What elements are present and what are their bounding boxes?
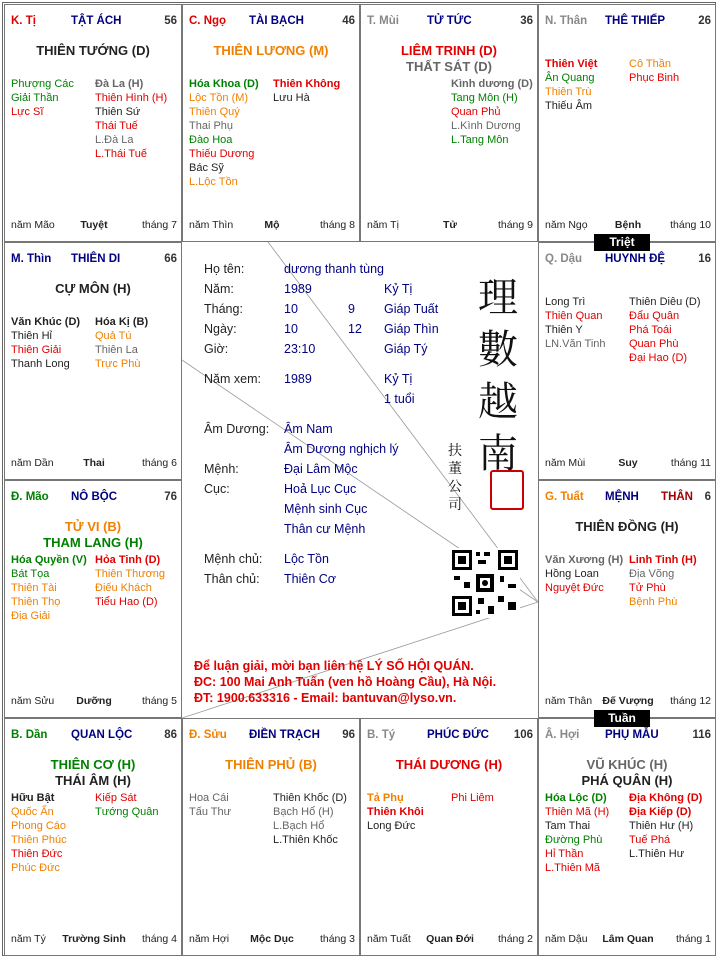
- minor-star: Linh Tinh (H): [629, 554, 697, 566]
- footer-month: tháng 12: [670, 695, 711, 707]
- cuc-label: Cục:: [204, 482, 230, 496]
- footer-year: năm Dần: [11, 457, 54, 469]
- minor-star: Đào Hoa: [189, 134, 233, 146]
- minor-star: Quan Phủ: [451, 106, 501, 118]
- minor-star: L.Kình Dương: [451, 120, 521, 132]
- minor-star: Thái Tuế: [95, 120, 138, 132]
- minor-star: L.Thái Tuế: [95, 148, 147, 160]
- palace-branch: G. Tuất: [545, 491, 584, 503]
- seal-logo: 理數越南: [478, 275, 518, 477]
- palace-name: HUYNH ĐỆ: [605, 253, 666, 265]
- minor-stars-right: [451, 77, 533, 147]
- palace-header: [545, 729, 711, 743]
- palace-footer: [545, 933, 711, 947]
- footer-stage: Bệnh: [614, 219, 642, 231]
- minor-star: Thiên Thọ: [11, 596, 61, 608]
- palace-name: MỆNH: [605, 491, 639, 503]
- palace-cell-b-ty: [360, 718, 538, 956]
- palace-branch: K. Tị: [11, 15, 36, 27]
- minor-star: Kình dương (D): [451, 78, 533, 90]
- minor-star: Hóa Lộc (D): [545, 792, 607, 804]
- minor-star: Tam Thai: [545, 820, 591, 832]
- minor-stars-left: [11, 553, 87, 623]
- palace-footer: [189, 933, 355, 947]
- day-can: Giáp Thìn: [384, 322, 439, 336]
- footer-month: tháng 7: [141, 219, 177, 231]
- minor-star: Thiên Trù: [545, 86, 592, 98]
- month-lunar: 9: [348, 302, 355, 316]
- main-stars: [183, 757, 359, 773]
- than-marker: THÂN: [661, 491, 693, 503]
- day-lunar: 12: [348, 322, 362, 336]
- palace-footer: [11, 219, 177, 233]
- minor-star: Bát Tọa: [11, 568, 50, 580]
- minor-star: Tuế Phá: [629, 834, 671, 846]
- day-value: 10: [284, 322, 298, 336]
- minor-star: Cô Thần: [629, 58, 671, 70]
- palace-branch: N. Thân: [545, 15, 588, 27]
- palace-footer: [545, 695, 711, 709]
- minor-star: Quả Tú: [95, 330, 132, 342]
- palace-name: ĐIỀN TRẠCH: [249, 729, 320, 741]
- palace-number: 106: [513, 729, 533, 741]
- palace-cell-t-mui: [360, 4, 538, 242]
- footer-year: năm Ngọ: [545, 219, 588, 231]
- footer-stage: Suy: [618, 457, 638, 469]
- palace-branch: Đ. Mão: [11, 491, 49, 503]
- minor-stars-left: [545, 57, 597, 113]
- minor-star: Hóa Khoa (D): [189, 78, 259, 90]
- month-label: Tháng:: [204, 302, 243, 316]
- palace-number: 36: [520, 15, 533, 27]
- minor-star: Đà La (H): [95, 78, 144, 90]
- palace-cell-c-ngo: [182, 4, 360, 242]
- minor-star: Bác Sỹ: [189, 162, 224, 174]
- footer-year: năm Mão: [11, 219, 55, 231]
- minor-star: Thanh Long: [11, 358, 70, 370]
- main-star: THIÊN TƯỚNG (D): [36, 43, 150, 58]
- minor-star: Kiếp Sát: [95, 792, 137, 804]
- palace-header: [11, 15, 177, 29]
- minor-star: Đường Phù: [545, 834, 603, 846]
- am-duong-value: Âm Nam: [284, 422, 333, 436]
- footer-month: tháng 2: [497, 933, 533, 945]
- palace-number: 46: [342, 15, 355, 27]
- minor-star: Thiên Phúc: [11, 834, 67, 846]
- minor-star: Hữu Bật: [11, 792, 55, 804]
- main-stars: [539, 757, 715, 789]
- minor-star: Thiên La: [95, 344, 138, 356]
- footer-stage: Tử: [442, 219, 458, 231]
- cuc-note-2: Thân cư Mệnh: [284, 522, 366, 536]
- palace-name: QUAN LỘC: [71, 729, 133, 741]
- palace-footer: [367, 933, 533, 947]
- palace-footer: [189, 219, 355, 233]
- footer-stage: Lâm Quan: [602, 933, 654, 945]
- minor-star: Đại Hao (D): [629, 352, 688, 364]
- palace-cell-q-dau: [538, 242, 716, 480]
- minor-star: Thiên Quý: [189, 106, 240, 118]
- minor-star: Thiên Quan: [545, 310, 603, 322]
- main-stars: [183, 43, 359, 59]
- minor-star: Thiên Hỉ: [11, 330, 52, 342]
- minor-star: Thiên Đức: [11, 848, 63, 860]
- minor-stars-right: [95, 315, 148, 371]
- minor-star: Hoa Cái: [189, 792, 229, 804]
- main-stars: [5, 281, 181, 297]
- palace-footer: [367, 219, 533, 233]
- palace-cell-g-tuat: [538, 480, 716, 718]
- palace-branch: T. Mùi: [367, 15, 399, 27]
- minor-stars-left: [545, 295, 606, 351]
- name-value: dương thanh tùng: [284, 262, 384, 276]
- hour-can: Giáp Tý: [384, 342, 428, 356]
- than-chu-label: Thân chủ:: [204, 572, 260, 586]
- minor-star: L.Lộc Tồn: [189, 176, 238, 188]
- minor-stars-right: [273, 77, 340, 105]
- minor-star: L.Thiên Khốc: [273, 834, 338, 846]
- name-label: Họ tên:: [204, 262, 245, 276]
- age-value: 1 tuổi: [384, 392, 415, 406]
- footer-stage: Mộ: [264, 219, 280, 231]
- main-star: THIÊN CƠ (H): [50, 757, 136, 772]
- main-stars: [5, 43, 181, 59]
- palace-footer: [11, 695, 177, 709]
- hour-label: Giờ:: [204, 342, 229, 356]
- footer-stage: Mộc Dục: [250, 933, 294, 945]
- palace-branch: Â. Hợi: [545, 729, 580, 741]
- minor-stars-right: [451, 791, 494, 805]
- minor-star: Tướng Quân: [95, 806, 159, 818]
- minor-star: Hóa Kị (B): [95, 316, 149, 328]
- main-star: THẤT SÁT (D): [406, 59, 492, 74]
- menh-chu-label: Mệnh chủ:: [204, 552, 263, 566]
- minor-star: Trực Phù: [95, 358, 141, 370]
- minor-stars-left: [189, 791, 231, 819]
- minor-star: Địa Võng: [629, 568, 675, 580]
- footer-month: tháng 4: [141, 933, 177, 945]
- minor-star: Thiên Thương: [95, 568, 166, 580]
- minor-star: Địa Không (D): [629, 792, 703, 804]
- palace-cell-d-suu: [182, 718, 360, 956]
- cuc-value: Hoả Lục Cục: [284, 482, 357, 496]
- minor-star: Nguyệt Đức: [545, 582, 604, 594]
- minor-star: Bệnh Phù: [629, 596, 678, 608]
- footer-stage: Thai: [83, 457, 105, 469]
- am-duong-label: Âm Dương:: [204, 422, 270, 436]
- palace-number: 96: [342, 729, 355, 741]
- palace-cell-b-dan: [4, 718, 182, 956]
- minor-star: Phượng Các: [11, 78, 74, 90]
- palace-name: NÔ BỘC: [71, 491, 117, 503]
- minor-star: Giải Thần: [11, 92, 59, 104]
- footer-month: tháng 1: [675, 933, 711, 945]
- minor-star: Ân Quang: [545, 72, 595, 84]
- palace-cell-a-hoi: [538, 718, 716, 956]
- minor-star: LN.Văn Tinh: [545, 338, 606, 350]
- palace-branch: Q. Dậu: [545, 253, 583, 265]
- view-year-can: Kỷ Tị: [384, 372, 413, 386]
- minor-star: Thiên Y: [545, 324, 583, 336]
- palace-name: TÀI BẠCH: [249, 15, 304, 27]
- palace-name: PHÚC ĐỨC: [427, 729, 489, 741]
- minor-star: L.Bạch Hổ: [273, 820, 325, 832]
- palace-header: [189, 15, 355, 29]
- palace-number: 66: [164, 253, 177, 265]
- minor-star: Phi Liêm: [451, 792, 494, 804]
- palace-number: 76: [164, 491, 177, 503]
- minor-stars-left: [11, 791, 67, 875]
- minor-star: Thiên Việt: [545, 58, 598, 70]
- menh-chu-value: Lộc Tồn: [284, 552, 329, 566]
- palace-branch: B. Dần: [11, 729, 48, 741]
- minor-star: Tả Phụ: [367, 792, 404, 804]
- minor-star: Hỉ Thần: [545, 848, 584, 860]
- center-info-panel: [182, 242, 538, 718]
- contact-line-3: ĐT: 1900.633316 - Email: bantuvan@lyso.vn.: [194, 691, 457, 705]
- minor-star: Địa Giải: [11, 610, 51, 622]
- seal-side-text: 扶董公司: [448, 443, 462, 513]
- minor-stars-left: [367, 791, 424, 833]
- tuan-tag: Tuần: [594, 710, 650, 727]
- palace-name: TỬ TỨC: [427, 15, 472, 27]
- minor-star: Hồng Loan: [545, 568, 599, 580]
- palace-footer: [545, 457, 711, 471]
- minor-star: Phục Binh: [629, 72, 680, 84]
- minor-stars-left: [11, 77, 74, 119]
- minor-star: Tiểu Hao (D): [95, 596, 158, 608]
- minor-star: Long Đức: [367, 820, 416, 832]
- minor-star: Văn Khúc (D): [11, 316, 81, 328]
- footer-year: năm Dậu: [545, 933, 588, 945]
- minor-star: Thiên Sứ: [95, 106, 141, 118]
- minor-star: L.Thiên Hư: [629, 848, 685, 860]
- view-year-label: Năm xem:: [204, 372, 261, 386]
- footer-month: tháng 9: [497, 219, 533, 231]
- minor-star: Thiên Hình (H): [95, 92, 168, 104]
- main-star: THÁI DƯƠNG (H): [395, 757, 503, 772]
- minor-stars-right: [629, 57, 679, 85]
- minor-star: L.Thiên Mã: [545, 862, 601, 874]
- palace-name: THIÊN DI: [71, 253, 121, 265]
- footer-month: tháng 8: [319, 219, 355, 231]
- palace-number: 16: [698, 253, 711, 265]
- year-value: 1989: [284, 282, 312, 296]
- contact-line-1: Để luận giải, mời bạn liên hệ LÝ SỐ HỘI QUÁN.: [194, 659, 474, 673]
- minor-stars-left: [11, 315, 80, 371]
- main-star: TỬ VI (B): [64, 519, 122, 534]
- minor-star: Thiên Diêu (D): [629, 296, 701, 308]
- footer-month: tháng 5: [141, 695, 177, 707]
- palace-cell-d-mao: [4, 480, 182, 718]
- minor-star: Hóa Quyền (V): [11, 554, 87, 566]
- than-chu-value: Thiên Cơ: [284, 572, 336, 586]
- palace-footer: [545, 219, 711, 233]
- cuc-note-1: Mệnh sinh Cục: [284, 502, 368, 516]
- main-star: THIÊN PHỦ (B): [225, 757, 317, 772]
- minor-star: Phúc Đức: [11, 862, 60, 874]
- menh-value: Đại Lâm Mộc: [284, 462, 358, 476]
- palace-header: [11, 253, 177, 267]
- palace-name: PHỤ MẪU: [605, 729, 659, 741]
- month-can: Giáp Tuất: [384, 302, 439, 316]
- palace-footer: [11, 933, 177, 947]
- main-star: THIÊN ĐỒNG (H): [575, 519, 679, 534]
- footer-month: tháng 11: [670, 457, 711, 469]
- footer-year: năm Tuất: [367, 933, 411, 945]
- triet-tag: Triệt: [594, 234, 650, 251]
- minor-star: Thiếu Âm: [545, 100, 593, 112]
- main-star: THÁI ÂM (H): [55, 773, 131, 788]
- palace-header: [545, 15, 711, 29]
- palace-cell-m-thin: [4, 242, 182, 480]
- minor-stars-right: [629, 791, 702, 861]
- minor-star: Thiên Mã (H): [545, 806, 610, 818]
- main-star: CỰ MÔN (H): [55, 281, 131, 296]
- palace-number: 6: [704, 491, 711, 503]
- main-stars: [5, 519, 181, 551]
- minor-star: Bạch Hổ (H): [273, 806, 334, 818]
- palace-footer: [11, 457, 177, 471]
- main-star: PHÁ QUÂN (H): [581, 773, 673, 788]
- footer-year: năm Tị: [367, 219, 399, 231]
- minor-star: Phá Toái: [629, 324, 672, 336]
- minor-stars-right: [273, 791, 347, 847]
- footer-stage: Tuyệt: [80, 219, 108, 231]
- red-stamp: [490, 470, 524, 510]
- minor-star: Quan Phù: [629, 338, 679, 350]
- minor-star: Phong Cáo: [11, 820, 67, 832]
- minor-star: L.Tang Môn: [451, 134, 509, 146]
- palace-header: [367, 15, 533, 29]
- palace-branch: M. Thìn: [11, 253, 52, 265]
- palace-number: 116: [692, 729, 711, 741]
- menh-label: Mệnh:: [204, 462, 239, 476]
- footer-year: năm Tý: [11, 933, 46, 945]
- footer-year: năm Sửu: [11, 695, 55, 707]
- minor-star: Đẩu Quân: [629, 310, 680, 322]
- palace-header: [545, 253, 711, 267]
- minor-star: Tử Phù: [629, 582, 666, 594]
- palace-branch: C. Ngọ: [189, 15, 227, 27]
- palace-branch: B. Tý: [367, 729, 396, 741]
- main-stars: [361, 757, 537, 773]
- minor-star: Thiên Khốc (D): [273, 792, 347, 804]
- footer-year: năm Thìn: [189, 219, 234, 231]
- contact-block: [194, 658, 496, 706]
- minor-star: Điếu Khách: [95, 582, 152, 594]
- palace-header: [545, 491, 711, 505]
- minor-star: Tang Môn (H): [451, 92, 518, 104]
- palace-name: TẬT ÁCH: [71, 15, 122, 27]
- minor-star: Tấu Thư: [189, 806, 232, 818]
- minor-star: Hỏa Tinh (D): [95, 554, 161, 566]
- minor-star: Thiếu Dương: [189, 148, 255, 160]
- main-star: THAM LANG (H): [43, 535, 143, 550]
- minor-star: Thiên Tài: [11, 582, 57, 594]
- qr-code-icon[interactable]: [450, 548, 520, 618]
- footer-stage: Dưỡng: [76, 695, 112, 707]
- minor-star: Địa Kiếp (D): [629, 806, 692, 818]
- palace-name: THÊ THIẾP: [605, 15, 666, 27]
- main-star: VŨ KHÚC (H): [586, 757, 668, 772]
- minor-stars-right: [95, 77, 167, 161]
- minor-star: Lưu Hà: [273, 92, 310, 104]
- minor-stars-right: [629, 553, 697, 609]
- year-label: Năm:: [204, 282, 234, 296]
- palace-header: [189, 729, 355, 743]
- palace-number: 86: [164, 729, 177, 741]
- footer-stage: Đế Vượng: [602, 695, 654, 707]
- main-stars: [361, 43, 537, 75]
- palace-number: 26: [698, 15, 711, 27]
- am-duong-note: Âm Dương nghịch lý: [284, 442, 399, 456]
- minor-stars-left: [545, 553, 623, 595]
- minor-star: Văn Xương (H): [545, 554, 624, 566]
- hour-value: 23:10: [284, 342, 316, 356]
- palace-header: [367, 729, 533, 743]
- minor-stars-right: [95, 791, 159, 819]
- palace-branch: Đ. Sửu: [189, 729, 227, 741]
- minor-stars-left: [545, 791, 609, 875]
- minor-star: Thiên Hư (H): [629, 820, 694, 832]
- minor-star: L.Đà La: [95, 134, 134, 146]
- footer-month: tháng 10: [670, 219, 711, 231]
- footer-month: tháng 3: [319, 933, 355, 945]
- minor-star: Quốc Ấn: [11, 806, 54, 818]
- view-year-value: 1989: [284, 372, 312, 386]
- minor-star: Thiên Khôi: [367, 806, 424, 818]
- month-value: 10: [284, 302, 298, 316]
- minor-star: Thai Phụ: [189, 120, 234, 132]
- year-can: Kỷ Tị: [384, 282, 413, 296]
- minor-stars-right: [629, 295, 701, 365]
- minor-star: Lộc Tồn (M): [189, 92, 249, 104]
- main-stars: [539, 519, 715, 535]
- minor-stars-left: [189, 77, 259, 189]
- palace-cell-k-ti: [4, 4, 182, 242]
- main-star: LIÊM TRINH (D): [400, 43, 498, 58]
- minor-star: Lực Sĩ: [11, 106, 44, 118]
- palace-number: 56: [164, 15, 177, 27]
- minor-star: Thiên Không: [273, 78, 341, 90]
- minor-star: Long Trì: [545, 296, 586, 308]
- footer-month: tháng 6: [141, 457, 177, 469]
- palace-header: [11, 491, 177, 505]
- palace-header: [11, 729, 177, 743]
- footer-year: năm Hợi: [189, 933, 230, 945]
- main-stars: [5, 757, 181, 789]
- minor-star: Thiên Giải: [11, 344, 62, 356]
- minor-stars-right: [95, 553, 165, 609]
- footer-stage: Quan Đới: [426, 933, 474, 945]
- footer-year: năm Thân: [545, 695, 593, 707]
- main-star: THIÊN LƯƠNG (M): [213, 43, 329, 58]
- footer-stage: Trường Sinh: [62, 933, 126, 945]
- footer-year: năm Mùi: [545, 457, 586, 469]
- day-label: Ngày:: [204, 322, 237, 336]
- contact-line-2: ĐC: 100 Mai Anh Tuấn (ven hồ Hoàng Cầu), Hà Nội.: [194, 675, 497, 689]
- palace-cell-n-than: [538, 4, 716, 242]
